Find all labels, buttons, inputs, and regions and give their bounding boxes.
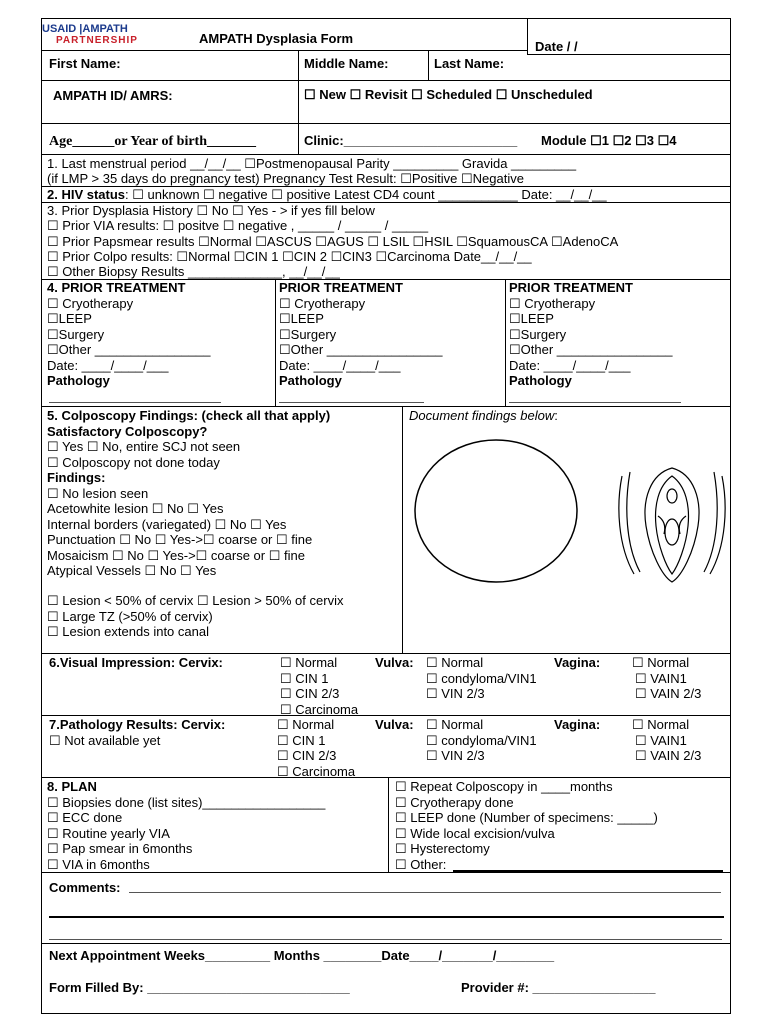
- last-name-field[interactable]: Last Name:: [434, 56, 505, 71]
- other-option[interactable]: ☐Other ________________: [47, 342, 211, 357]
- plan-left: [47, 779, 325, 872]
- option-vin23[interactable]: ☐ VIN 2/3: [426, 748, 485, 763]
- option-vain1[interactable]: ☐ VAIN1: [635, 732, 687, 748]
- no-lesion-option[interactable]: ☐ No lesion seen: [47, 485, 149, 501]
- leep-done-option[interactable]: ☐ LEEP done (Number of specimens: _____): [395, 810, 658, 825]
- leep-option[interactable]: ☐LEEP: [509, 311, 554, 326]
- large-tz-option[interactable]: ☐ Large TZ (>50% of cervix): [47, 608, 213, 624]
- prior-treatment-col-2: [279, 280, 442, 389]
- form-filled-by-field[interactable]: Form Filled By: ____________________________: [49, 980, 350, 995]
- other-biopsy-line[interactable]: ☐ Other Biopsy Results _____________, __/__/__: [47, 264, 340, 279]
- cryotherapy-done-option[interactable]: ☐ Cryotherapy done: [395, 794, 514, 810]
- rule-id: [41, 123, 730, 124]
- rule-sec6: [41, 715, 730, 716]
- option-normal[interactable]: ☐ Normal: [426, 655, 484, 670]
- routine-via-option[interactable]: ☐ Routine yearly VIA: [47, 825, 170, 841]
- prior-treatment-col-1: [47, 280, 210, 389]
- atypical-vessels-options[interactable]: Atypical Vessels ☐ No ☐ Yes: [47, 563, 217, 578]
- lesion-extent: [47, 593, 343, 640]
- provider-field[interactable]: Provider #: _________________: [461, 980, 656, 995]
- sec4-divider-1: [275, 279, 276, 406]
- visual-vulva-options: [426, 655, 537, 702]
- ecc-option[interactable]: ☐ ECC done: [47, 810, 123, 825]
- satisfactory-options[interactable]: ☐ Yes ☐ No, entire SCJ not seen: [47, 439, 241, 454]
- cervix-diagram-icon[interactable]: [413, 438, 579, 584]
- internal-borders-options[interactable]: Internal borders (variegated) ☐ No ☐ Yes: [47, 516, 287, 532]
- option-vin23[interactable]: ☐ VIN 2/3: [426, 686, 485, 701]
- lesion-size-options[interactable]: ☐ Lesion < 50% of cervix ☐ Lesion > 50% of cervix: [47, 593, 344, 608]
- rule-age: [41, 154, 730, 155]
- pathology-vagina-options: [632, 717, 701, 764]
- comments-line-2[interactable]: [49, 916, 724, 918]
- canal-option[interactable]: ☐ Lesion extends into canal: [47, 624, 209, 639]
- pathology-line-3[interactable]: [509, 402, 681, 403]
- prior-treatment-col-3: [509, 280, 672, 389]
- visit-type-options[interactable]: ☐ New ☐ Revisit ☐ Scheduled ☐ Unscheduled: [304, 87, 593, 102]
- name-divider-2: [428, 50, 429, 80]
- pathology-results-title: 7.Pathology Results: Cervix:: [49, 717, 226, 732]
- date-rule: [527, 54, 730, 55]
- pathology-label: Pathology: [47, 373, 110, 388]
- wide-excision-option[interactable]: ☐ Wide local excision/vulva: [395, 825, 555, 841]
- sec5-divider: [402, 406, 403, 653]
- option-vain23[interactable]: ☐ VAIN 2/3: [635, 686, 702, 701]
- not-available-option[interactable]: ☐ Not available yet: [49, 733, 161, 748]
- form-title: AMPATH Dysplasia Form: [199, 31, 354, 46]
- plan-title: 8. PLAN: [47, 779, 97, 794]
- option-carcinoma[interactable]: ☐ Carcinoma: [280, 701, 359, 717]
- plan-right: [395, 779, 658, 872]
- findings-label: Findings:: [47, 470, 106, 485]
- next-appointment-field[interactable]: Next Appointment Weeks_________ Months ________Date____/_______/________: [49, 948, 555, 963]
- not-done-option[interactable]: ☐ Colposcopy not done today: [47, 454, 220, 470]
- option-cin23[interactable]: ☐ CIN 2/3: [280, 686, 340, 701]
- acetowhite-options[interactable]: Acetowhite lesion ☐ No ☐ Yes: [47, 501, 224, 516]
- option-cin1[interactable]: ☐ CIN 1: [277, 732, 326, 748]
- option-vain1[interactable]: ☐ VAIN1: [635, 670, 687, 686]
- other-option[interactable]: ☐Other ________________: [509, 342, 673, 357]
- colposcopy-title: 5. Colposcopy Findings: (check all that apply): [47, 408, 331, 423]
- pregnancy-test-line[interactable]: (if LMP > 35 days do pregnancy test) Pregnancy Test Result: ☐Positive ☐Negative: [47, 171, 524, 186]
- punctuation-options[interactable]: Punctuation ☐ No ☐ Yes->☐ coarse or ☐ fine: [47, 532, 313, 547]
- pathology-line-2[interactable]: [279, 402, 424, 403]
- visual-cervix-options: [280, 655, 358, 717]
- surgery-option[interactable]: ☐Surgery: [279, 326, 337, 342]
- pathology-line-1[interactable]: [49, 402, 221, 403]
- option-condyloma[interactable]: ☐ condyloma/VIN1: [426, 732, 537, 748]
- document-findings-label: [409, 408, 558, 423]
- plan-other-line[interactable]: [453, 870, 723, 872]
- satisfactory-label: Satisfactory Colposcopy?: [47, 423, 208, 439]
- comments-line-1[interactable]: [129, 892, 721, 893]
- hiv-status-label: 2. HIV status: [47, 187, 126, 202]
- visual-vagina-label: Vagina:: [554, 655, 601, 670]
- cryotherapy-option[interactable]: ☐ Cryotherapy: [279, 295, 366, 311]
- option-normal[interactable]: ☐ Normal: [280, 655, 338, 670]
- sec8-divider: [388, 777, 389, 872]
- first-name-field[interactable]: First Name:: [49, 56, 121, 71]
- option-normal[interactable]: ☐ Normal: [632, 717, 690, 732]
- pathology-vulva-options: [426, 717, 537, 764]
- clinic-field[interactable]: Clinic:________________________: [304, 133, 518, 148]
- surgery-option[interactable]: ☐Surgery: [509, 326, 567, 342]
- rule-sec5: [41, 653, 730, 654]
- logo-partnership: PARTNERSHIP: [56, 35, 138, 46]
- prior-colpo-line[interactable]: ☐ Prior Colpo results: ☐Normal ☐CIN 1 ☐CIN 2 ☐CIN3 ☐Carcinoma Date__/__/__: [47, 249, 532, 264]
- logo-ampath: |: [76, 23, 83, 35]
- prior-treatment-title: PRIOR TREATMENT: [509, 280, 633, 295]
- module-options[interactable]: Module ☐1 ☐2 ☐3 ☐4: [541, 133, 677, 148]
- biopsies-option[interactable]: ☐ Biopsies done (list sites)_________________: [47, 794, 326, 810]
- leep-option[interactable]: ☐LEEP: [47, 311, 92, 326]
- rule-sec7: [41, 777, 730, 778]
- pathology-label: Pathology: [509, 373, 572, 388]
- logo: [42, 22, 138, 47]
- plan-other-label: ☐ Other:: [395, 856, 447, 872]
- vulva-diagram-icon[interactable]: [614, 466, 730, 588]
- lmp-line[interactable]: 1. Last menstrual period __/__/__ ☐Postmenopausal Parity _________ Gravida _________: [47, 156, 577, 171]
- header-rule: [41, 50, 528, 51]
- prior-treatment-title: PRIOR TREATMENT: [279, 280, 403, 295]
- hiv-status-options[interactable]: : ☐ unknown ☐ negative ☐ positive Latest CD4 count ___________ Date: __/__/__: [125, 187, 607, 202]
- pathology-cervix-options: [277, 717, 355, 779]
- cryotherapy-option[interactable]: ☐ Cryotherapy: [509, 295, 596, 311]
- other-option[interactable]: ☐Other ________________: [279, 342, 443, 357]
- via-6months-option[interactable]: ☐ VIA in 6months: [47, 856, 150, 872]
- comments-line-3[interactable]: [49, 939, 722, 940]
- rule-comments: [41, 943, 730, 944]
- logo-usaid: USAID: [42, 23, 77, 35]
- colposcopy-findings: [47, 408, 330, 579]
- date-divider: [527, 18, 528, 54]
- surgery-option[interactable]: ☐Surgery: [47, 326, 105, 342]
- sec4-divider-2: [505, 279, 506, 406]
- treatment-date[interactable]: Date: ____/____/___: [47, 357, 169, 373]
- visual-impression-title: 6.Visual Impression: Cervix:: [49, 655, 223, 670]
- document-findings-colon: :: [554, 408, 558, 423]
- pathology-vagina-label: Vagina:: [554, 717, 601, 732]
- treatment-date[interactable]: Date: ____/____/___: [509, 357, 631, 373]
- age-field[interactable]: Age______or Year of birth_______: [49, 134, 256, 149]
- comments-label: Comments:: [49, 880, 121, 895]
- rule-sec4: [41, 406, 730, 407]
- option-normal[interactable]: ☐ Normal: [426, 717, 484, 732]
- prior-pap-line[interactable]: ☐ Prior Papsmear results ☐Normal ☐ASCUS ☐AGUS ☐ LSIL ☐HSIL ☐SquamousCA ☐AdenoCA: [47, 234, 619, 249]
- option-condyloma[interactable]: ☐ condyloma/VIN1: [426, 670, 537, 686]
- pap-smear-option[interactable]: ☐ Pap smear in 6months: [47, 841, 193, 856]
- option-cin1[interactable]: ☐ CIN 1: [280, 670, 329, 686]
- treatment-date[interactable]: Date: ____/____/___: [279, 357, 401, 373]
- hysterectomy-option[interactable]: ☐ Hysterectomy: [395, 841, 490, 856]
- option-normal[interactable]: ☐ Normal: [277, 717, 335, 732]
- prior-via-line[interactable]: ☐ Prior VIA results: ☐ positve ☐ negative , _____ / _____ / _____: [47, 218, 429, 233]
- visual-vagina-options: [632, 655, 701, 702]
- repeat-colposcopy-option[interactable]: ☐ Repeat Colposcopy in ____months: [395, 779, 613, 794]
- document-findings-text: Document findings below: [409, 408, 555, 423]
- option-vain23[interactable]: ☐ VAIN 2/3: [635, 748, 702, 763]
- middle-name-field[interactable]: Middle Name:: [304, 56, 389, 71]
- option-normal[interactable]: ☐ Normal: [632, 655, 690, 670]
- option-carcinoma[interactable]: ☐ Carcinoma: [277, 763, 356, 779]
- prior-dysplasia-line[interactable]: 3. Prior Dysplasia History ☐ No ☐ Yes - > if yes fill below: [47, 203, 375, 218]
- leep-option[interactable]: ☐LEEP: [279, 311, 324, 326]
- rule-sec8: [41, 872, 730, 873]
- pathology-label: Pathology: [279, 373, 342, 388]
- ampath-id-field[interactable]: AMPATH ID/ AMRS:: [53, 88, 173, 103]
- hiv-status-line[interactable]: [47, 187, 607, 202]
- cryotherapy-option[interactable]: ☐ Cryotherapy: [47, 295, 134, 311]
- option-cin23[interactable]: ☐ CIN 2/3: [277, 748, 337, 763]
- date-field[interactable]: Date / /: [535, 39, 578, 54]
- visual-vulva-label: Vulva:: [375, 655, 414, 670]
- rule-names: [41, 80, 730, 81]
- mosaicism-options[interactable]: Mosaicism ☐ No ☐ Yes->☐ coarse or ☐ fine: [47, 547, 305, 563]
- prior-treatment-title: 4. PRIOR TREATMENT: [47, 280, 186, 295]
- pathology-vulva-label: Vulva:: [375, 717, 414, 732]
- name-divider-1: [298, 50, 299, 155]
- logo-ampath-text: AMPATH: [82, 23, 128, 35]
